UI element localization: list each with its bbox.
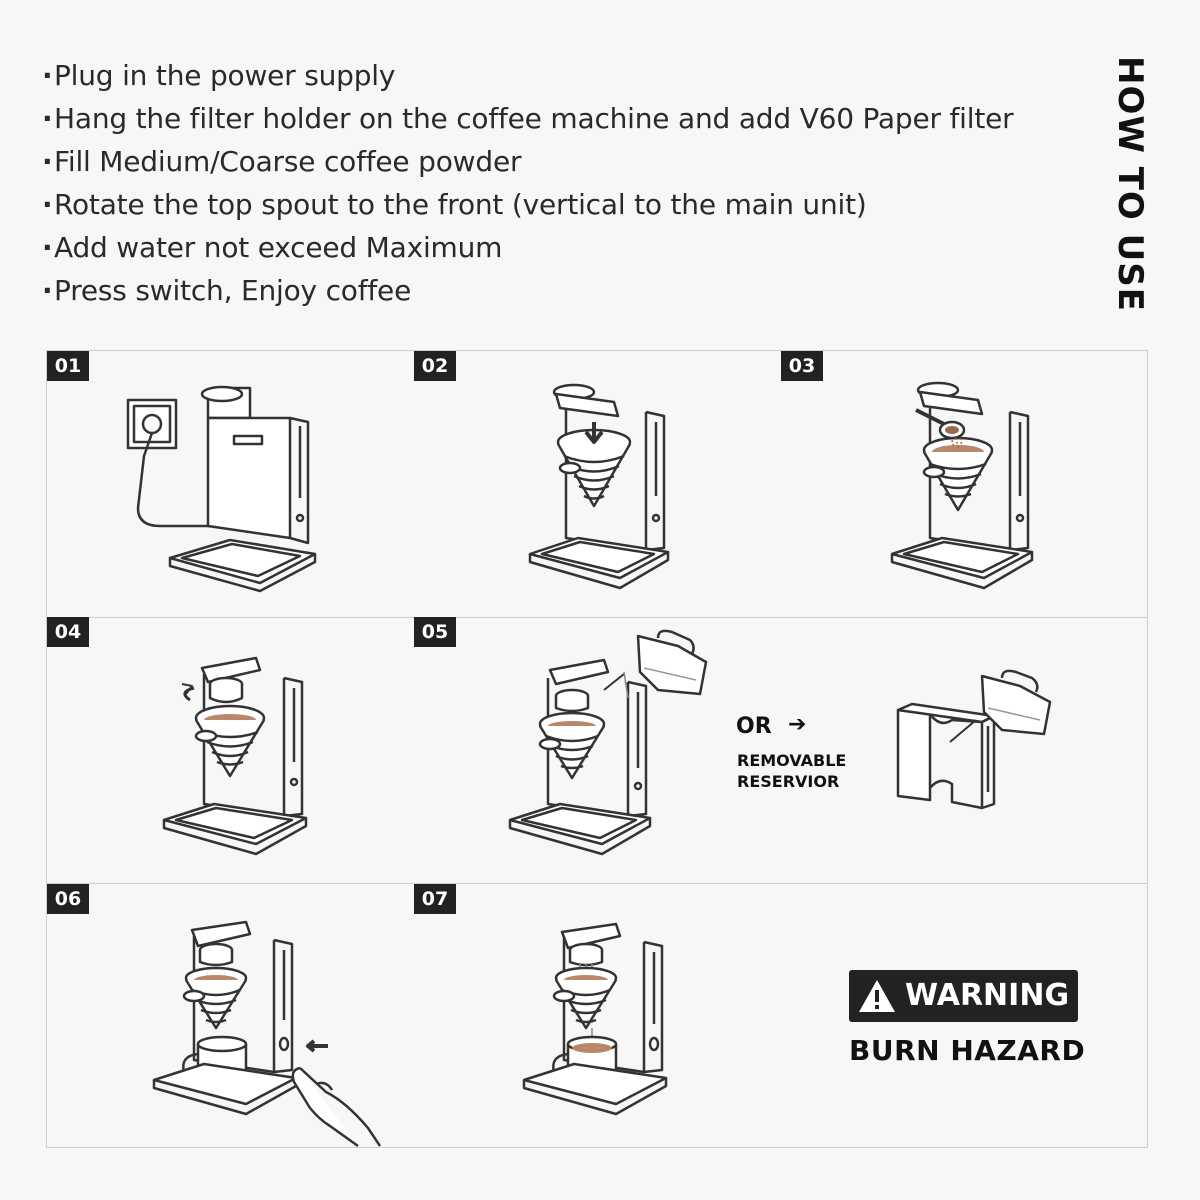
step-02-filter-illustration bbox=[524, 378, 674, 593]
instruction-item bbox=[42, 183, 1013, 226]
instruction-item bbox=[42, 269, 1013, 312]
instruction-text: Plug in the power supply bbox=[54, 59, 396, 92]
instruction-text: Rotate the top spout to the front (vertical to the main unit) bbox=[54, 188, 867, 221]
step-06-press-switch-illustration bbox=[150, 920, 410, 1150]
removable-reservoir-illustration bbox=[890, 668, 1060, 823]
removable-reservoir-label bbox=[737, 750, 877, 792]
reservoir-line-2: RESERVIOR bbox=[737, 772, 840, 791]
bullet: · bbox=[42, 231, 53, 264]
step-04-rotate-spout-illustration bbox=[160, 654, 320, 864]
step-badge-02: 02 bbox=[414, 351, 456, 381]
instruction-text: Add water not exceed Maximum bbox=[54, 231, 503, 264]
instruction-item bbox=[42, 140, 1013, 183]
bullet: · bbox=[42, 102, 53, 135]
instruction-text: Hang the filter holder on the coffee machine and add V60 Paper filter bbox=[54, 102, 1014, 135]
instruction-text: Press switch, Enjoy coffee bbox=[54, 274, 412, 307]
instruction-item bbox=[42, 54, 1013, 97]
bullet: · bbox=[42, 59, 53, 92]
reservoir-line-1: REMOVABLE bbox=[737, 751, 847, 770]
step-01-plug-illustration bbox=[120, 378, 320, 593]
step-badge-03: 03 bbox=[781, 351, 823, 381]
step-03-coffee-powder-illustration bbox=[886, 378, 1046, 593]
bullet: · bbox=[42, 188, 53, 221]
step-07-enjoy-coffee-illustration bbox=[522, 920, 672, 1125]
bullet: · bbox=[42, 145, 53, 178]
row-divider bbox=[47, 883, 1147, 884]
instruction-text: Fill Medium/Coarse coffee powder bbox=[54, 145, 522, 178]
instruction-list bbox=[42, 54, 1013, 312]
how-to-use-title: HOW TO USE bbox=[1110, 56, 1150, 312]
instruction-item bbox=[42, 226, 1013, 269]
step-badge-01: 01 bbox=[47, 351, 89, 381]
warning-label: WARNING bbox=[905, 978, 1070, 1013]
bullet: · bbox=[42, 274, 53, 307]
arrow-right-icon: ➔ bbox=[788, 712, 807, 737]
warning-badge bbox=[849, 970, 1078, 1022]
step-badge-07: 07 bbox=[414, 884, 456, 914]
warning-triangle-icon bbox=[857, 978, 897, 1014]
step-badge-06: 06 bbox=[47, 884, 89, 914]
row-divider bbox=[47, 617, 1147, 618]
step-badge-04: 04 bbox=[47, 617, 89, 647]
burn-hazard-label: BURN HAZARD bbox=[849, 1034, 1086, 1067]
step-05-add-water-illustration bbox=[508, 628, 718, 868]
instruction-item bbox=[42, 97, 1013, 140]
or-label: OR bbox=[736, 714, 772, 739]
step-badge-05: 05 bbox=[414, 617, 456, 647]
